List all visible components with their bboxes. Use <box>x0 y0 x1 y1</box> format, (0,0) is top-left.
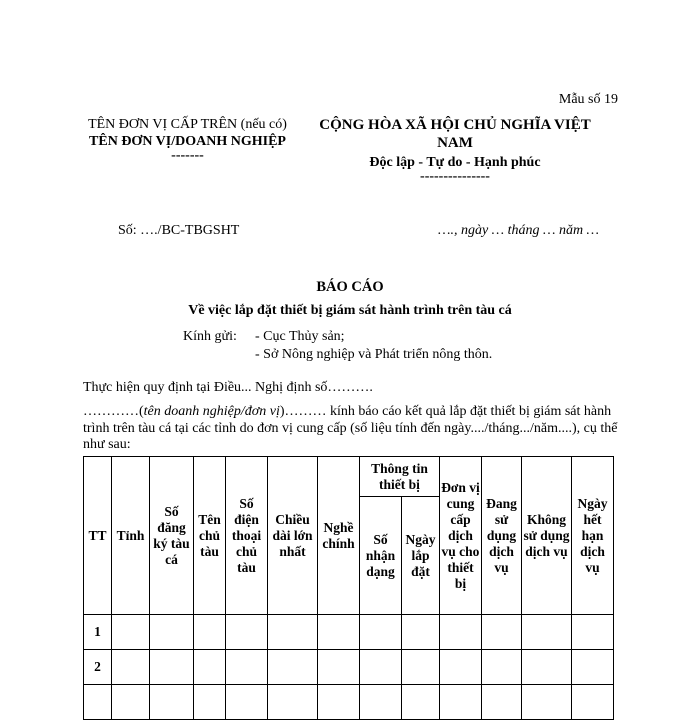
report-table <box>83 456 614 720</box>
table-cell <box>402 650 440 685</box>
table-cell <box>572 650 614 685</box>
header-main-occupation: Nghề chính <box>318 457 360 615</box>
header-owner-name: Tên chủ tàu <box>194 457 226 615</box>
report-title: BÁO CÁO <box>316 279 384 295</box>
table-cell <box>522 615 572 650</box>
motto: Độc lập - Tự do - Hạnh phúc <box>369 155 541 170</box>
report-subtitle: Về việc lắp đặt thiết bị giám sát hành trình trên tàu cá <box>188 303 512 318</box>
recipients-label: Kính gửi: <box>183 329 237 344</box>
table-cell <box>572 685 614 720</box>
table-cell <box>440 615 482 650</box>
table-cell <box>268 615 318 650</box>
table-cell <box>402 685 440 720</box>
unit-name: TÊN ĐƠN VỊ/DOANH NGHIỆP <box>89 134 286 149</box>
table-cell <box>318 685 360 720</box>
table-cell <box>226 615 268 650</box>
table-row <box>84 650 614 685</box>
table-cell <box>482 685 522 720</box>
document-number: Số: …./BC-TBGSHT <box>118 223 240 238</box>
header-tt: TT <box>84 457 112 615</box>
country-name: CỘNG HÒA XÃ HỘI CHỦ NGHĨA VIỆT NAM <box>319 117 591 151</box>
table-cell <box>150 615 194 650</box>
table-cell <box>112 650 150 685</box>
header-install-date: Ngày lắp đặt <box>402 497 440 615</box>
header-registration-number: Số đăng ký tàu cá <box>150 457 194 615</box>
header-not-in-use: Không sử dụng dịch vụ <box>522 457 572 615</box>
table-cell <box>194 685 226 720</box>
row-number: 1 <box>84 615 112 650</box>
table-cell <box>360 650 402 685</box>
table-cell <box>360 615 402 650</box>
table-cell <box>194 650 226 685</box>
header-device-info: Thông tin thiết bị <box>360 457 440 497</box>
header-service-provider: Đơn vị cung cấp dịch vụ cho thiết bị <box>440 457 482 615</box>
table-cell <box>522 650 572 685</box>
table-cell <box>150 650 194 685</box>
intro-paragraph: Thực hiện quy định tại Điều... Nghị định số………. <box>83 380 373 395</box>
parent-unit: TÊN ĐƠN VỊ CẤP TRÊN (nếu có) <box>88 117 287 132</box>
table-row <box>84 685 614 720</box>
table-cell <box>440 685 482 720</box>
recipient-item: - Sở Nông nghiệp và Phát triển nông thôn. <box>255 347 493 362</box>
table-cell <box>194 615 226 650</box>
unit-name-placeholder: tên doanh nghiệp/đơn vị <box>143 404 280 419</box>
header-device-id: Số nhận dạng <box>360 497 402 615</box>
table-cell <box>360 685 402 720</box>
report-paragraph <box>83 404 623 454</box>
table-cell <box>226 650 268 685</box>
paragraph-dots: …………( <box>83 404 144 419</box>
right-divider: --------------- <box>420 169 490 184</box>
table-cell <box>150 685 194 720</box>
table-cell <box>572 615 614 650</box>
table-row <box>84 615 614 650</box>
table-cell <box>482 615 522 650</box>
header-province: Tỉnh <box>112 457 150 615</box>
left-divider: ------- <box>171 148 204 163</box>
header-in-use: Đang sử dụng dịch vụ <box>482 457 522 615</box>
table-cell <box>112 615 150 650</box>
table-cell <box>112 685 150 720</box>
table-cell <box>268 685 318 720</box>
recipient-item: - Cục Thủy sản; <box>255 329 345 344</box>
table-cell <box>440 650 482 685</box>
header-max-length: Chiều dài lớn nhất <box>268 457 318 615</box>
header-owner-phone: Số điện thoại chủ tàu <box>226 457 268 615</box>
table-cell <box>226 685 268 720</box>
document-date: …., ngày … tháng … năm … <box>438 223 600 238</box>
table-cell <box>268 650 318 685</box>
table-cell <box>522 685 572 720</box>
table-cell <box>482 650 522 685</box>
table-cell <box>318 615 360 650</box>
table-cell <box>402 615 440 650</box>
header-expiry-date: Ngày hết hạn dịch vụ <box>572 457 614 615</box>
table-cell <box>318 650 360 685</box>
paragraph-text: )……… kính báo cáo kết quả lắp đặt thiết bị giám sát hành trình trên tàu cá tại các tỉnh do đơn vị cung cấp (số liệu tính đến ngày..../tháng.../năm....), cụ thể như sau: <box>83 404 618 452</box>
row-number: 2 <box>84 650 112 685</box>
right-header <box>305 116 605 183</box>
left-header <box>80 116 295 162</box>
form-number: Mẫu số 19 <box>558 92 618 107</box>
row-number <box>84 685 112 720</box>
